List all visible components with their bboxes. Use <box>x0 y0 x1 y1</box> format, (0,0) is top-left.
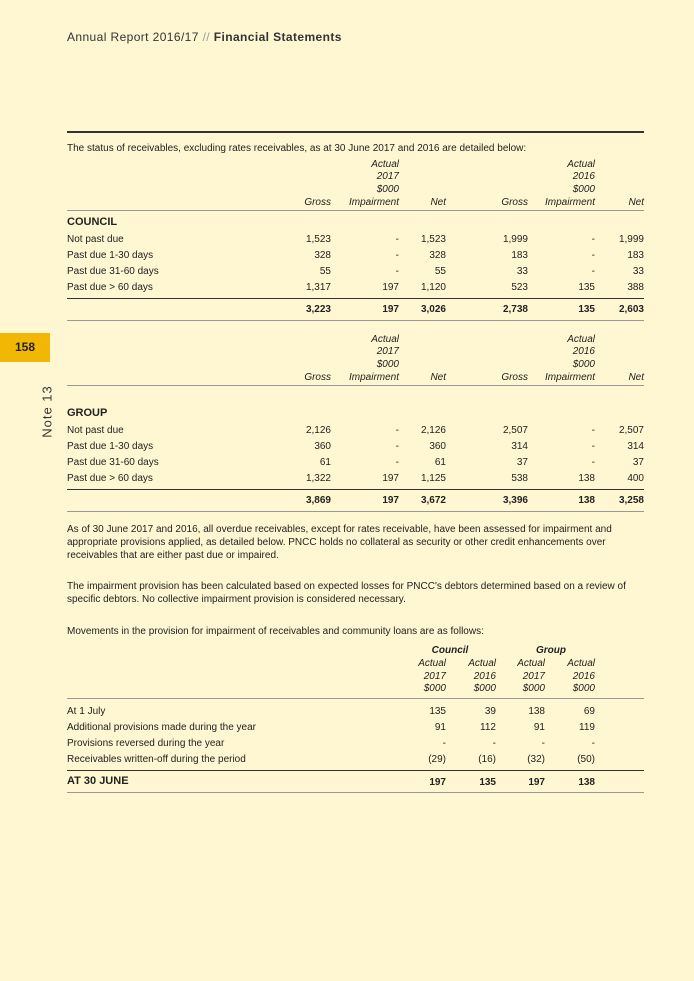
cell-value: 1,317 <box>305 282 331 293</box>
col-header-impairment: Impairment <box>348 372 399 383</box>
total-rule-top <box>67 298 644 299</box>
total-label: AT 30 JUNE <box>67 775 129 787</box>
col-header-gross: Gross <box>501 197 528 208</box>
cell-value: 360 <box>429 441 446 452</box>
section-title: COUNCIL <box>67 216 118 228</box>
total-value: 3,258 <box>618 495 644 506</box>
col-header-unit: $000 <box>423 683 446 694</box>
col-header-unit: $000 <box>522 683 545 694</box>
col-header-unit: $000 <box>572 683 595 694</box>
paragraph-movements-intro: Movements in the provision for impairment of receivables and community loans are as follows: <box>67 626 484 637</box>
col-header-year: 2016 <box>473 671 496 682</box>
cell-value: 55 <box>434 266 446 277</box>
total-value: 2,603 <box>618 304 644 315</box>
total-value: 2,738 <box>502 304 528 315</box>
cell-value: 112 <box>480 722 496 733</box>
cell-value: 538 <box>511 473 528 484</box>
cell-value: 33 <box>516 266 528 277</box>
cell-value: 328 <box>429 250 446 261</box>
cell-value: 37 <box>632 457 644 468</box>
cell-value: 1,120 <box>420 282 446 293</box>
col-header-net: Net <box>628 197 644 208</box>
cell-value: - <box>591 425 595 436</box>
col-header-unit: $000 <box>473 683 496 694</box>
col-header-impairment: Impairment <box>348 197 399 208</box>
cell-value: 39 <box>484 706 496 717</box>
col-header-actual: Actual <box>567 334 595 345</box>
col-header-gross: Gross <box>304 197 331 208</box>
total-value: 3,396 <box>502 495 528 506</box>
cell-value: - <box>591 250 595 261</box>
cell-value: 135 <box>578 282 595 293</box>
row-label: Additional provisions made during the year <box>67 722 256 733</box>
col-header-actual: Actual <box>418 658 446 669</box>
cell-value: 1,322 <box>305 473 331 484</box>
cell-value: 197 <box>382 282 399 293</box>
cell-value: 1,125 <box>420 473 446 484</box>
cell-value: 328 <box>314 250 331 261</box>
cell-value: - <box>492 738 496 749</box>
cell-value: - <box>395 441 399 452</box>
header-rule <box>67 210 644 211</box>
cell-value: 400 <box>627 473 644 484</box>
section-title: GROUP <box>67 407 108 419</box>
cell-value: - <box>395 250 399 261</box>
cell-value: 360 <box>314 441 331 452</box>
side-note-label: Note 13 <box>39 385 55 438</box>
col-header-actual: Actual <box>371 159 399 170</box>
total-value: 197 <box>528 777 545 788</box>
row-label: At 1 July <box>67 706 106 717</box>
page-header <box>67 30 342 44</box>
cell-value: (32) <box>527 754 545 765</box>
col-header-unit: $000 <box>572 184 595 195</box>
cell-value: - <box>395 457 399 468</box>
col-header-impairment: Impairment <box>544 372 595 383</box>
header-title: Financial Statements <box>213 30 342 44</box>
cell-value: - <box>591 457 595 468</box>
cell-value: 183 <box>627 250 644 261</box>
group-header-group: Group <box>536 645 566 656</box>
total-value: 138 <box>578 777 595 788</box>
cell-value: 197 <box>382 473 399 484</box>
total-value: 197 <box>382 495 399 506</box>
cell-value: 2,126 <box>420 425 446 436</box>
page-number-tab <box>0 333 50 362</box>
cell-value: - <box>541 738 545 749</box>
intro-text: The status of receivables, excluding rates receivables, as at 30 June 2017 and 2016 are detailed below: <box>67 143 527 154</box>
cell-value: 138 <box>578 473 595 484</box>
col-header-actual: Actual <box>567 159 595 170</box>
header-prefix: Annual Report 2016/17 <box>67 30 199 44</box>
cell-value: 1,999 <box>502 234 528 245</box>
total-value: 3,026 <box>420 304 446 315</box>
row-label: Past due > 60 days <box>67 282 153 293</box>
cell-value: 91 <box>434 722 446 733</box>
cell-value: - <box>442 738 446 749</box>
total-value: 3,672 <box>420 495 446 506</box>
col-header-unit: $000 <box>376 184 399 195</box>
cell-value: 2,507 <box>618 425 644 436</box>
total-rule-bottom <box>67 320 644 321</box>
cell-value: 523 <box>511 282 528 293</box>
col-header-year: 2017 <box>522 671 545 682</box>
col-header-gross: Gross <box>304 372 331 383</box>
cell-value: - <box>395 234 399 245</box>
row-label: Past due > 60 days <box>67 473 153 484</box>
cell-value: 388 <box>627 282 644 293</box>
row-label: Receivables written-off during the period <box>67 754 246 765</box>
col-header-gross: Gross <box>501 372 528 383</box>
paragraph-impairment-basis: The impairment provision has been calculated based on expected losses for PNCC's debtors determined based on a review of specific debtors. No collective impairment provision is considered necessary. <box>67 581 626 605</box>
cell-value: - <box>591 441 595 452</box>
row-label: Past due 1-30 days <box>67 441 154 452</box>
col-header-actual: Actual <box>567 658 595 669</box>
total-rule-top <box>67 489 644 490</box>
cell-value: 61 <box>319 457 331 468</box>
row-label: Past due 31-60 days <box>67 266 159 277</box>
cell-value: - <box>395 266 399 277</box>
col-header-impairment: Impairment <box>544 197 595 208</box>
col-header-year: 2016 <box>572 671 595 682</box>
row-label: Not past due <box>67 425 124 436</box>
total-value: 135 <box>578 304 595 315</box>
cell-value: 138 <box>528 706 545 717</box>
cell-value: 1,523 <box>420 234 446 245</box>
col-header-year: 2017 <box>423 671 446 682</box>
side-note <box>37 385 57 438</box>
cell-value: 119 <box>579 722 595 733</box>
total-value: 197 <box>429 777 446 788</box>
col-header-year: 2016 <box>572 171 595 182</box>
cell-value: 69 <box>583 706 595 717</box>
row-label: Not past due <box>67 234 124 245</box>
total-rule-top <box>67 770 644 771</box>
page-number: 158 <box>14 340 36 354</box>
total-value: 135 <box>479 777 496 788</box>
group-header-council: Council <box>431 645 469 656</box>
cell-value: (29) <box>428 754 446 765</box>
col-header-actual: Actual <box>517 658 545 669</box>
cell-value: 37 <box>516 457 528 468</box>
total-value: 197 <box>382 304 399 315</box>
header-rule <box>67 385 644 386</box>
col-header-actual: Actual <box>468 658 496 669</box>
cell-value: 183 <box>511 250 528 261</box>
cell-value: - <box>395 425 399 436</box>
cell-value: 314 <box>627 441 644 452</box>
cell-value: 1,999 <box>618 234 644 245</box>
cell-value: - <box>591 738 595 749</box>
cell-value: 91 <box>533 722 545 733</box>
col-header-unit: $000 <box>572 359 595 370</box>
col-header-unit: $000 <box>376 359 399 370</box>
total-value: 138 <box>578 495 595 506</box>
row-label: Past due 31-60 days <box>67 457 159 468</box>
col-header-actual: Actual <box>371 334 399 345</box>
col-header-year: 2017 <box>376 171 399 182</box>
total-rule-bottom <box>67 511 644 512</box>
col-header-net: Net <box>430 372 446 383</box>
paragraph-assessment: As of 30 June 2017 and 2016, all overdue receivables, except for rates receivable, have been assessed for impairment and appropriate provisions applied, as detailed below. PNCC holds no collateral as security or other credit enhancements over receivables that are either past due or impaired. <box>67 524 612 561</box>
col-header-net: Net <box>430 197 446 208</box>
cell-value: - <box>591 266 595 277</box>
cell-value: - <box>591 234 595 245</box>
row-label: Provisions reversed during the year <box>67 738 225 749</box>
cell-value: 2,126 <box>305 425 331 436</box>
cell-value: 2,507 <box>502 425 528 436</box>
cell-value: 61 <box>434 457 446 468</box>
header-rule <box>67 698 644 699</box>
cell-value: (50) <box>577 754 595 765</box>
row-label: Past due 1-30 days <box>67 250 154 261</box>
col-header-net: Net <box>628 372 644 383</box>
cell-value: 1,523 <box>305 234 331 245</box>
cell-value: 135 <box>429 706 446 717</box>
top-rule <box>67 131 644 133</box>
col-header-year: 2016 <box>572 346 595 357</box>
total-value: 3,869 <box>305 495 331 506</box>
header-separator: // <box>202 30 211 44</box>
total-rule-bottom <box>67 792 644 793</box>
cell-value: (16) <box>478 754 496 765</box>
cell-value: 314 <box>511 441 528 452</box>
cell-value: 55 <box>319 266 331 277</box>
total-value: 3,223 <box>305 304 331 315</box>
cell-value: 33 <box>632 266 644 277</box>
col-header-year: 2017 <box>376 346 399 357</box>
